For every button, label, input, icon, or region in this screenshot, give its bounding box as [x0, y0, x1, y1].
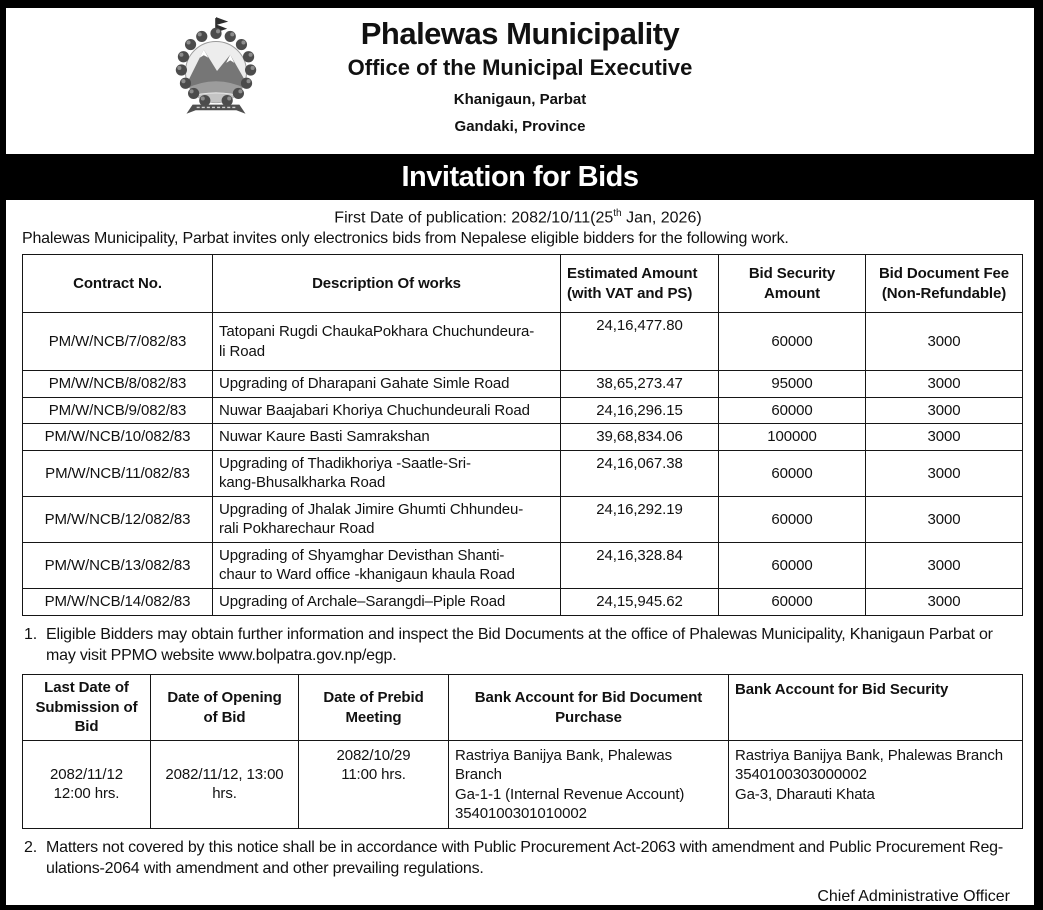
estimated-amount-cell: 24,16,067.38	[561, 450, 719, 496]
estimated-amount-cell: 39,68,834.06	[561, 424, 719, 451]
note-2	[22, 838, 1014, 880]
table-row	[23, 588, 1023, 615]
publication-date	[22, 208, 1014, 227]
estimated-amount-cell: 38,65,273.47	[561, 371, 719, 398]
bid-security-cell: 60000	[719, 397, 866, 424]
note-1	[22, 625, 1014, 667]
description-cell: Upgrading of Jhalak Jimire Ghumti Chhundeu- rali Pokharechaur Road	[213, 496, 561, 542]
col-header-opening-date: Date of Opening of Bid	[151, 675, 299, 741]
col-header-description: Description Of works	[213, 255, 561, 313]
description-cell: Nuwar Kaure Basti Samrakshan	[213, 424, 561, 451]
document-fee-cell: 3000	[866, 397, 1023, 424]
col-header-security-account: Bank Account for Bid Security	[729, 675, 1023, 741]
description-cell: Upgrading of Dharapani Gahate Simle Road	[213, 371, 561, 398]
contract-no-cell: PM/W/NCB/13/082/83	[23, 542, 213, 588]
estimated-amount-cell: 24,16,328.84	[561, 542, 719, 588]
address-line: Khanigaun, Parbat	[453, 90, 587, 108]
security-account-cell: Rastriya Banijya Bank, Phalewas Branch 3540100303000002 Ga-3, Dharauti Khata	[729, 740, 1023, 828]
prebid-date-cell: 2082/10/29 11:00 hrs.	[299, 740, 449, 828]
contract-no-cell: PM/W/NCB/12/082/83	[23, 496, 213, 542]
table-row	[23, 740, 1023, 828]
document-fee-cell: 3000	[866, 496, 1023, 542]
estimated-amount-cell: 24,16,296.15	[561, 397, 719, 424]
purchase-account-cell: Rastriya Banijya Bank, Phalewas Branch Ga-1-1 (Internal Revenue Account) 3540100301010002	[449, 740, 729, 828]
description-cell: Nuwar Baajabari Khoriya Chuchundeurali Road	[213, 397, 561, 424]
bid-security-cell: 60000	[719, 496, 866, 542]
table-row	[23, 424, 1023, 451]
signature-line: Chief Administrative Officer	[817, 887, 1010, 905]
col-header-contract-no: Contract No.	[23, 255, 213, 313]
estimated-amount-cell: 24,16,292.19	[561, 496, 719, 542]
schedule-table	[22, 674, 1023, 829]
bid-security-cell: 95000	[719, 371, 866, 398]
submission-date-cell: 2082/11/12 12:00 hrs.	[23, 740, 151, 828]
bid-security-cell: 60000	[719, 450, 866, 496]
bids-table-header-row	[23, 255, 1023, 313]
estimated-amount-cell: 24,16,477.80	[561, 313, 719, 371]
contract-no-cell: PM/W/NCB/14/082/83	[23, 588, 213, 615]
contract-no-cell: PM/W/NCB/8/082/83	[23, 371, 213, 398]
publication-date-suffix: Jan, 2026)	[621, 209, 702, 227]
contract-no-cell: PM/W/NCB/11/082/83	[23, 450, 213, 496]
notice-body	[6, 208, 1034, 906]
notice-header	[6, 8, 1034, 154]
col-header-purchase-account: Bank Account for Bid Document Purchase	[449, 675, 729, 741]
note-number: 2.	[24, 838, 37, 856]
municipality-emblem-icon	[166, 13, 266, 127]
document-fee-cell: 3000	[866, 371, 1023, 398]
contract-no-cell: PM/W/NCB/10/082/83	[23, 424, 213, 451]
note-text: Matters not covered by this notice shall be in accordance with Public Procurement Act-2063 with amendment and Public Procurement Reg- ulations-2064 with amendment and other prevailing regulations.	[46, 838, 1004, 877]
document-fee-cell: 3000	[866, 424, 1023, 451]
page-title: Phalewas Municipality	[360, 16, 680, 51]
province-line: Gandaki, Province	[454, 117, 586, 135]
publication-date-prefix: First Date of publication: 2082/10/11(25	[334, 209, 614, 227]
contract-no-cell: PM/W/NCB/9/082/83	[23, 397, 213, 424]
bid-security-cell: 60000	[719, 313, 866, 371]
description-cell: Upgrading of Shyamghar Devisthan Shanti- chaur to Ward office -khanigaun khaula Road	[213, 542, 561, 588]
estimated-amount-cell: 24,15,945.62	[561, 588, 719, 615]
table-row	[23, 371, 1023, 398]
publication-date-ordinal: th	[613, 208, 622, 219]
intro-text: Phalewas Municipality, Parbat invites only electronics bids from Nepalese eligible bidders for the following work.	[22, 230, 789, 248]
col-header-prebid-date: Date of Prebid Meeting	[299, 675, 449, 741]
description-cell: Upgrading of Thadikhoriya -Saatle-Sri- kang-Bhusalkharka Road	[213, 450, 561, 496]
col-header-estimated-amount: Estimated Amount (with VAT and PS)	[561, 255, 719, 313]
col-header-document-fee: Bid Document Fee (Non-Refundable)	[866, 255, 1023, 313]
table-row	[23, 397, 1023, 424]
col-header-submission-date: Last Date of Submission of Bid	[23, 675, 151, 741]
bid-security-cell: 60000	[719, 588, 866, 615]
table-row	[23, 542, 1023, 588]
schedule-table-header-row	[23, 675, 1023, 741]
contract-no-cell: PM/W/NCB/7/082/83	[23, 313, 213, 371]
table-row	[23, 496, 1023, 542]
col-header-bid-security: Bid Security Amount	[719, 255, 866, 313]
table-row	[23, 450, 1023, 496]
office-subtitle: Office of the Municipal Executive	[347, 54, 693, 80]
bid-security-cell: 100000	[719, 424, 866, 451]
opening-date-cell: 2082/11/12, 13:00 hrs.	[151, 740, 299, 828]
document-fee-cell: 3000	[866, 313, 1023, 371]
description-cell: Tatopani Rugdi ChaukaPokhara Chuchundeura- li Road	[213, 313, 561, 371]
banner-title: Invitation for Bids	[401, 160, 639, 193]
invitation-banner	[6, 154, 1034, 200]
bid-security-cell: 60000	[719, 542, 866, 588]
note-number: 1.	[24, 625, 37, 643]
table-row	[23, 313, 1023, 371]
document-fee-cell: 3000	[866, 542, 1023, 588]
description-cell: Upgrading of Archale–Sarangdi–Piple Road	[213, 588, 561, 615]
document-fee-cell: 3000	[866, 588, 1023, 615]
note-text: Eligible Bidders may obtain further information and inspect the Bid Documents at the office of Phalewas Municipality, Khanigaun Parbat or may visit PPMO website www.bolpatra.gov.np/egp.	[46, 625, 993, 664]
document-fee-cell: 3000	[866, 450, 1023, 496]
bids-table	[22, 254, 1023, 616]
